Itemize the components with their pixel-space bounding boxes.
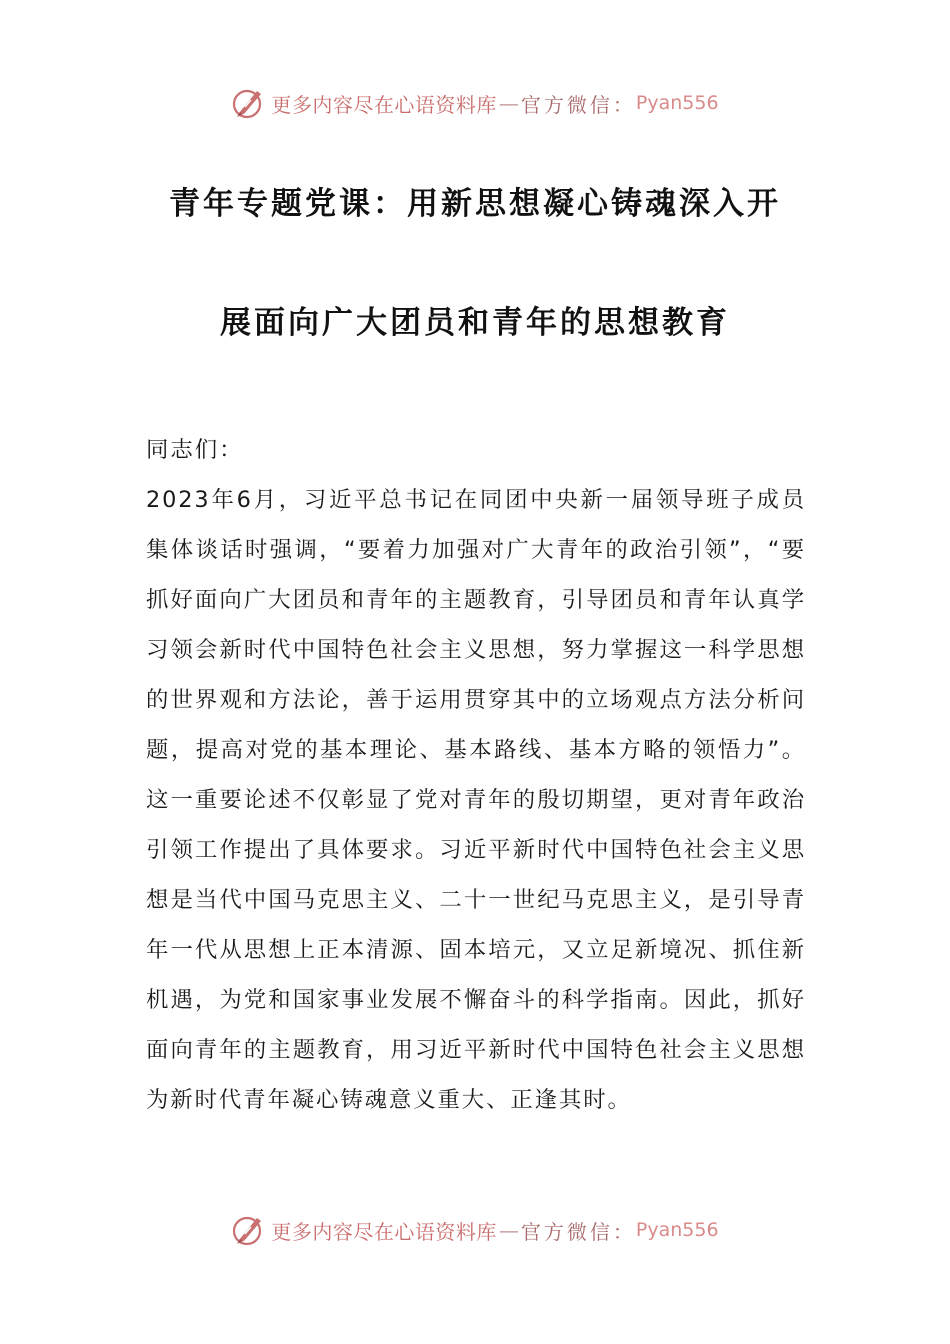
watermark-wechat-label: 官方微信： [520,92,636,117]
document-title-line-2: 展面向广大团员和青年的思想教育 [220,305,730,341]
watermark-separator: — [498,91,519,115]
watermark-site-text: 更多内容尽在心语资料库 [271,1219,497,1244]
document-title-line-1: 青年专题党课：用新思想凝心铸魂深入开 [169,186,781,222]
header-watermark [0,83,950,123]
watermark-wechat-id: Pyan556 [635,92,719,114]
watermark-wechat-label: 官方微信： [520,1219,636,1244]
watermark-wechat-id: Pyan556 [635,1219,719,1241]
watermark-separator: — [498,1218,519,1242]
footer-watermark [0,1210,950,1250]
quill-logo-icon [231,1212,267,1248]
greeting: 同志们： [146,437,244,463]
body-paragraph: 2023年6月，习近平总书记在同团中央新一届领导班子成员集体谈话时强调，“要着力加强对广大青年的政治引领”，“要抓好面向广大团员和青年的主题教育，引导团员和青年认真学习领会新时代中国特色社会主义思想，努力掌握这一科学思想的世界观和方法论，善于运用贯穿其中的立场观点方法分析问题，提高对党的基本理论、基本路线、基本方略的领悟力”。这一重要论述不仅彰显了党对青年的殷切期望，更对青年政治引领工作提出了具体要求。习近平新时代中国特色社会主义思想是当代中国马克思主义、二十一世纪马克思主义，是引导青年一代从思想上正本清源、固本培元，又立足新境况、抓住新机遇，为党和国家事业发展不懈奋斗的科学指南。因此，抓好面向青年的主题教育，用习近平新时代中国特色社会主义思想为新时代青年凝心铸魂意义重大、正逢其时。 [146,487,806,1113]
quill-logo-icon [231,85,267,121]
watermark-site-text: 更多内容尽在心语资料库 [271,92,497,117]
document-body [146,425,806,1125]
